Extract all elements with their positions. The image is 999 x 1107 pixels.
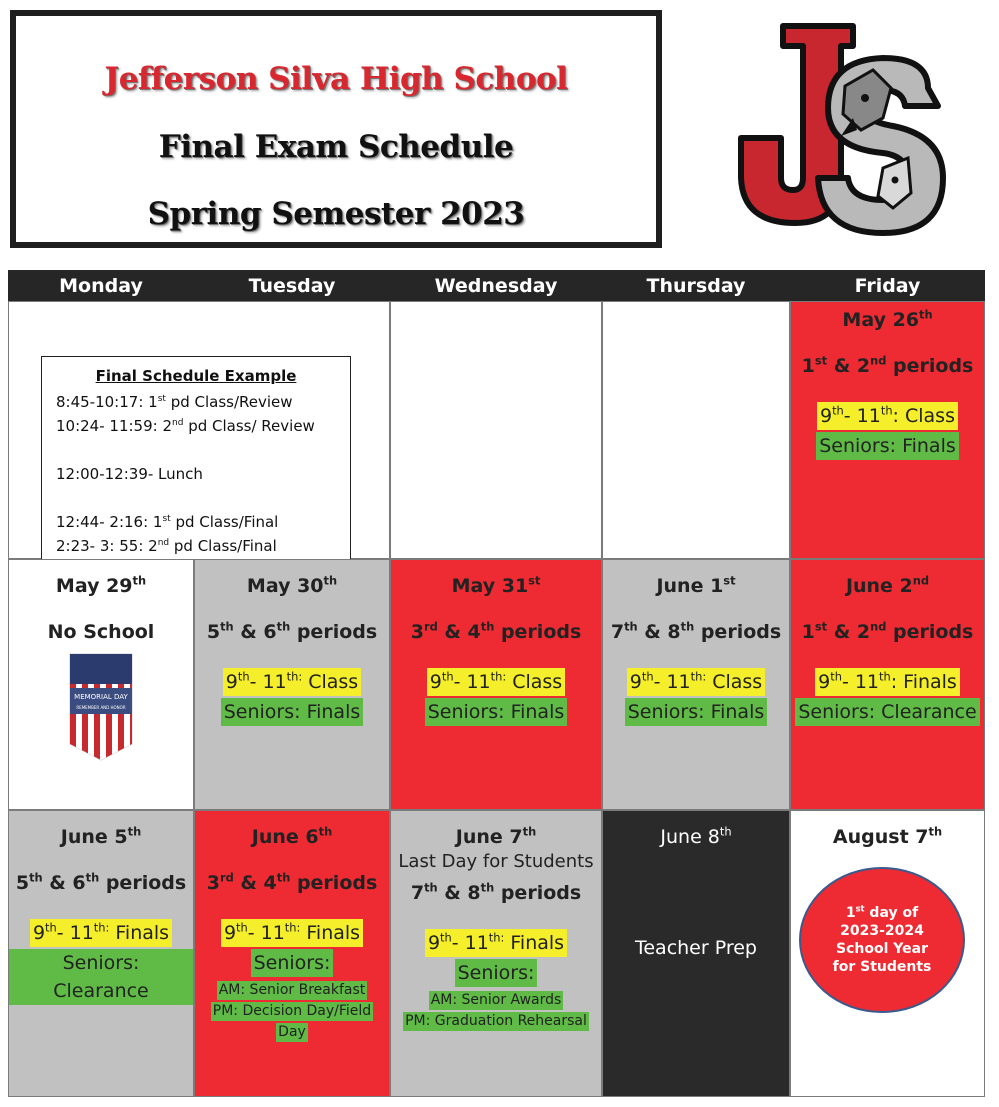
memorial-day-flag-icon: [66, 652, 136, 762]
underclass-note: 9th- $11^{th:}$ Class: [627, 668, 765, 696]
cell-date: May 26th: [842, 307, 933, 331]
day-header-monday: Monday: [8, 270, 194, 301]
cell-periods: 3rd & 4th periods: [206, 870, 378, 894]
circle-line: 2023-2024: [840, 923, 924, 939]
circle-line: for Students: [832, 959, 932, 975]
underclass-note: 9th- $11^{th:}$ Finals: [221, 919, 363, 947]
example-title: Final Schedule Example: [95, 367, 297, 385]
day-cell-may-26: [790, 301, 985, 559]
cell-date: August 7th: [832, 824, 943, 848]
seniors-note: Seniors: Finals: [816, 432, 959, 460]
title-box: [10, 10, 662, 248]
underclass-note: 9th- 11th: Finals: [815, 668, 960, 696]
cell-date: June 7th: [455, 824, 537, 848]
day-header-friday: Friday: [790, 270, 985, 301]
cell-date: May 31st: [451, 573, 541, 597]
seniors-note: Seniors:: [455, 959, 538, 987]
cell-date: June 2nd: [845, 573, 930, 597]
pm-event-cont: Day: [278, 1024, 306, 1040]
cell-periods: 1st & 2nd periods: [801, 619, 974, 643]
circle-line: 1st day of: [845, 903, 919, 921]
day-cell-june-6: [194, 810, 390, 1097]
pm-event: PM: Graduation Rehearsal: [405, 1013, 587, 1029]
example-line: 2:23- 3: 55: 2nd pd Class/Final: [56, 537, 277, 555]
schedule-title: Final Exam Schedule: [158, 129, 514, 165]
pm-event: PM: Decision Day/Field: [212, 1003, 372, 1019]
day-cell-may-30: [194, 559, 390, 810]
cell-periods: 5th & 6th periods: [206, 619, 378, 643]
am-event: AM: Senior Breakfast: [218, 982, 366, 998]
day-cell-june-1: [602, 559, 790, 810]
last-day-label: Last Day for Students: [398, 851, 594, 872]
first-day-circle: [799, 867, 965, 1013]
day-cell-may-31: [390, 559, 602, 810]
teacher-prep-label: Teacher Prep: [634, 937, 757, 959]
underclass-note: 9th- $11^{th:}$ Finals: [425, 929, 567, 957]
school-logo: [733, 18, 948, 248]
cell-periods: 7th & 8th periods: [410, 880, 582, 904]
no-school-label: No School: [47, 621, 155, 643]
cell-date: June 6th: [251, 824, 333, 848]
underclass-note: 9th- $11^{th:}$ Class: [223, 668, 361, 696]
day-header-wednesday: Wednesday: [390, 270, 602, 301]
seniors-note: Seniors: Finals: [221, 698, 364, 726]
seniors-note: Seniors: Clearance: [795, 698, 979, 726]
example-line: 12:44- 2:16: 1st pd Class/Final: [56, 513, 279, 531]
seniors-note: Seniors:: [251, 949, 334, 977]
cell-date: May 30th: [246, 573, 338, 597]
cell-date: June 1st: [656, 573, 736, 597]
underclass-note: 9th- $11^{th:}$ Class: [427, 668, 565, 696]
cell-date: June 8th: [660, 824, 732, 848]
day-cell-june-2: [790, 559, 985, 810]
underclass-note: 9th- 11th: Class: [817, 402, 958, 430]
cell-periods: 3rd & 4th periods: [410, 619, 582, 643]
cell-date: June 5th: [60, 824, 142, 848]
example-line: 10:24- 11:59: 2nd pd Class/ Review: [56, 417, 315, 435]
day-cell-june-8: [602, 810, 790, 1097]
cell-date: May 29th: [55, 573, 147, 597]
example-cell: [8, 301, 390, 559]
example-line: 8:45-10:17: 1st pd Class/Review: [56, 393, 293, 411]
example-line: 12:00-12:39- Lunch: [56, 465, 203, 483]
underclass-note: 9th- $11^{th:}$ Finals: [30, 919, 172, 947]
seniors-note: Seniors: Finals: [625, 698, 768, 726]
seniors-note: Seniors: Finals: [425, 698, 568, 726]
am-event: AM: Senior Awards: [430, 992, 562, 1008]
svg-text:MEMORIAL DAY: MEMORIAL DAY: [74, 693, 128, 701]
circle-line: School Year: [836, 941, 928, 957]
day-cell-june-7: [390, 810, 602, 1097]
cell-periods: 7th & 8th periods: [610, 619, 782, 643]
calendar-grid: [8, 270, 985, 1097]
day-cell-august-7: [790, 810, 985, 1097]
cell-periods: 1st & 2nd periods: [801, 353, 974, 377]
school-name: Jefferson Silva High School: [104, 61, 568, 97]
semester-title: Spring Semester 2023: [147, 196, 525, 232]
cell-periods: 5th & 6th periods: [15, 870, 187, 894]
empty-cell-wednesday: [390, 301, 602, 559]
seniors-note: Seniors: Clearance: [9, 949, 193, 1005]
empty-cell-thursday: [602, 301, 790, 559]
day-cell-june-5: [8, 810, 194, 1097]
day-header-thursday: Thursday: [602, 270, 790, 301]
day-cell-may-29: [8, 559, 194, 810]
schedule-example-box: [41, 356, 351, 578]
day-header-tuesday: Tuesday: [194, 270, 390, 301]
svg-text:REMEMBER AND HONOR: REMEMBER AND HONOR: [76, 705, 126, 710]
